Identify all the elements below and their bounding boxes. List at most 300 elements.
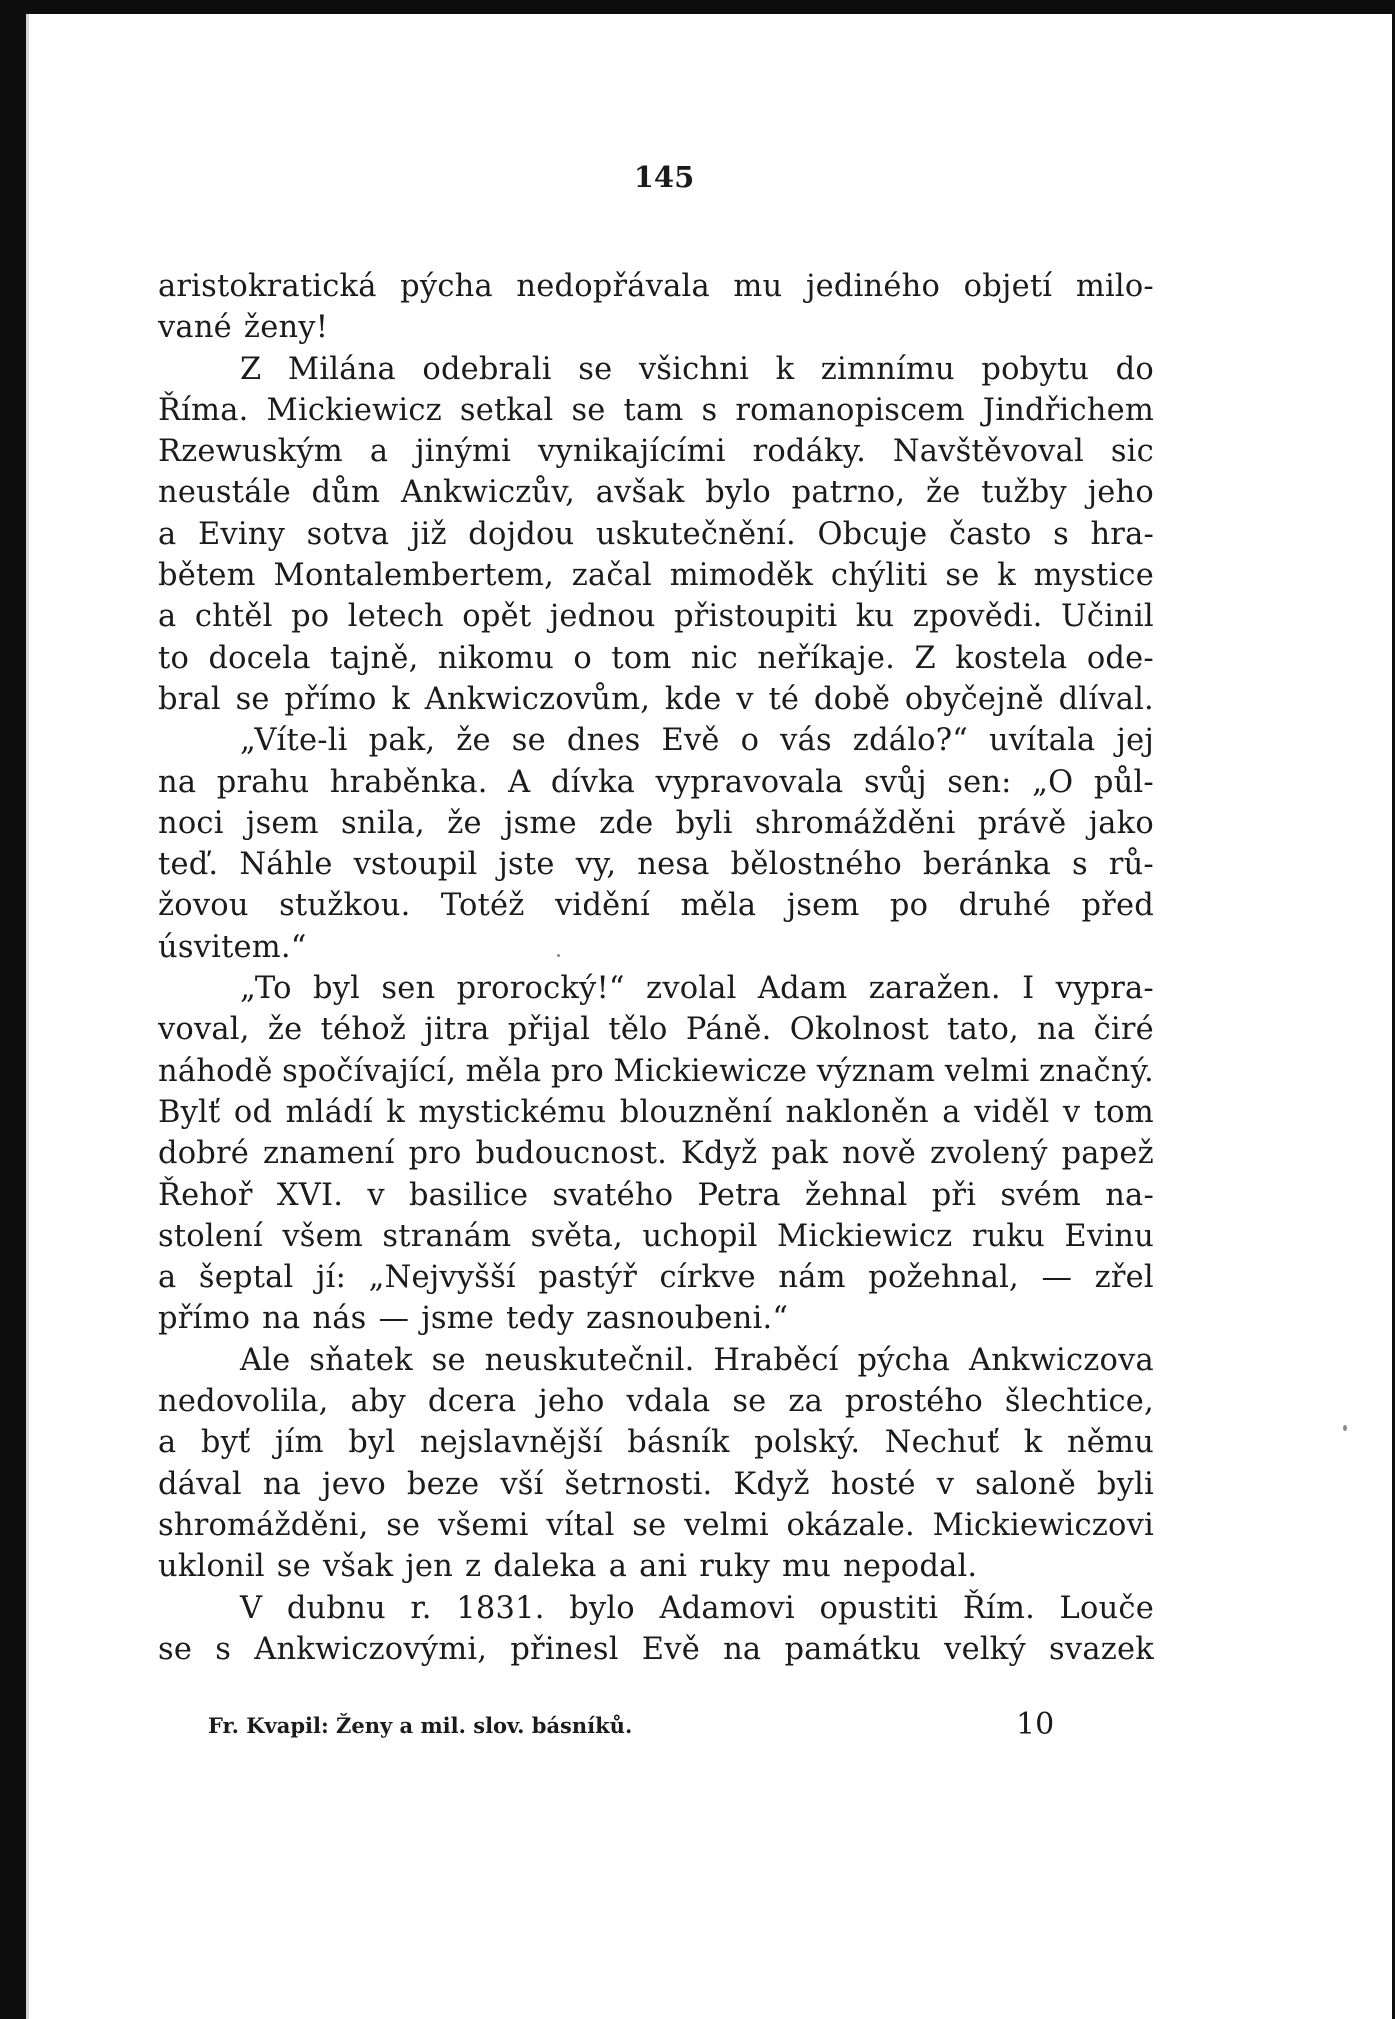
word: úsvitem.“	[158, 929, 307, 965]
text-line	[158, 1216, 1154, 1257]
word: se	[431, 1342, 466, 1378]
word: Řím.	[962, 1590, 1035, 1626]
word: pýcha	[857, 1342, 951, 1378]
word: uchopil	[642, 1218, 758, 1254]
scan-border-left	[0, 0, 26, 2019]
word: se	[235, 681, 270, 717]
word: shromážděni,	[158, 1507, 369, 1543]
word: byli	[1096, 1466, 1154, 1502]
word: k	[391, 681, 410, 717]
word: náhodě	[158, 1053, 273, 1089]
word: dům	[311, 475, 381, 511]
signature-mark: 10	[1016, 1707, 1055, 1742]
text-line	[158, 266, 1154, 307]
word: pro	[550, 1053, 604, 1089]
word: uvítala	[989, 723, 1096, 759]
word: však	[322, 1549, 394, 1585]
word: o	[573, 640, 592, 676]
word: němu	[1066, 1425, 1154, 1461]
word: a	[158, 599, 177, 635]
word: čiré	[1093, 1012, 1154, 1048]
word: na	[262, 1301, 301, 1337]
word: obyčejně	[904, 681, 1044, 717]
word: tužby	[981, 475, 1067, 511]
word: odebrali	[422, 351, 552, 387]
word: sotva	[306, 516, 390, 552]
word: bral	[158, 681, 221, 717]
word: bylo	[569, 1590, 635, 1626]
word: basilice	[408, 1177, 529, 1213]
text-line	[158, 1546, 1154, 1587]
word: na-	[1105, 1177, 1154, 1213]
word: vidění	[554, 888, 651, 924]
word: Mickiewicze	[613, 1053, 808, 1089]
text-line	[158, 638, 1154, 679]
word: vdala	[626, 1384, 711, 1420]
word: zde	[599, 805, 654, 841]
word: „O	[1032, 764, 1074, 800]
word: beze	[406, 1466, 480, 1502]
word: chtěl	[194, 599, 273, 635]
word: měla	[680, 888, 757, 924]
word: Páně.	[685, 1012, 772, 1048]
word: objetí	[963, 269, 1053, 304]
word: a	[158, 1260, 177, 1296]
word: Hraběcí	[713, 1342, 839, 1378]
word: že	[456, 723, 491, 759]
text-line	[158, 885, 1154, 926]
word: přistoupiti	[674, 599, 838, 635]
word: sen:	[947, 764, 1012, 800]
word: vás	[780, 723, 832, 759]
word: sic	[1110, 434, 1154, 470]
word: tedy	[506, 1301, 574, 1337]
word: 1831.	[456, 1590, 545, 1626]
word: budoucnost.	[475, 1136, 668, 1172]
word: nic	[690, 640, 738, 676]
word: památku	[784, 1631, 922, 1667]
word: že	[447, 805, 482, 841]
text-line	[158, 927, 1154, 968]
word: dcera	[427, 1384, 517, 1420]
word: se	[511, 723, 546, 759]
word: Milána	[287, 351, 396, 387]
word: za	[788, 1384, 823, 1420]
word: jsme	[503, 805, 577, 841]
word: vynikajícími	[538, 434, 726, 470]
word: význam	[816, 1053, 936, 1089]
word: pastýř	[538, 1260, 638, 1296]
word: jevo	[322, 1466, 386, 1502]
footer-source-line: Fr. Kvapil: Ženy a mil. slov. básníků.	[208, 1713, 633, 1738]
word: vítal	[546, 1507, 615, 1543]
text-line	[158, 349, 1154, 390]
word: Rzewuským	[158, 434, 343, 470]
text-line	[158, 679, 1154, 720]
word: světa,	[530, 1218, 623, 1254]
word: kde	[664, 681, 722, 717]
word: přímo	[158, 1301, 251, 1337]
text-line	[158, 1298, 1154, 1339]
word: aristokratická	[158, 269, 377, 304]
word: v	[367, 1177, 385, 1213]
word: jediného	[805, 269, 941, 304]
word: se	[571, 392, 606, 428]
word: tato,	[947, 1012, 1019, 1048]
word: r.	[410, 1590, 432, 1626]
word: Z	[240, 351, 262, 387]
word: prahu	[216, 764, 310, 800]
word: na	[158, 764, 197, 800]
word: Ankwiczův,	[400, 475, 576, 511]
word: básník	[627, 1425, 730, 1461]
word: Nechuť	[884, 1425, 1000, 1461]
word: bětem	[158, 558, 256, 594]
word: nedopřávala	[516, 269, 710, 304]
word: po	[291, 599, 330, 635]
word: dubnu	[286, 1590, 386, 1626]
word: půl-	[1093, 764, 1154, 800]
word: bělostného	[730, 847, 902, 883]
word: teď.	[158, 847, 219, 883]
word: šetrnosti.	[564, 1466, 713, 1502]
word: nakloněn	[785, 1094, 929, 1130]
word: Z	[914, 640, 936, 676]
word: o	[740, 723, 760, 759]
word: snila,	[341, 805, 425, 841]
word: době	[813, 681, 891, 717]
word: avšak	[595, 475, 685, 511]
word: Mickiewicz	[777, 1218, 953, 1254]
word: k	[775, 351, 795, 387]
word: vy,	[575, 847, 617, 883]
word: V	[240, 1590, 263, 1626]
word: ode-	[1086, 640, 1154, 676]
word: jsme	[421, 1301, 495, 1337]
word: noci	[158, 805, 224, 841]
word: rodáky.	[752, 434, 866, 470]
word: téhož	[320, 1012, 407, 1048]
paper-speck	[1343, 1425, 1347, 1431]
word: polský.	[754, 1425, 861, 1461]
word: byť	[200, 1425, 251, 1461]
word: všem	[282, 1218, 363, 1254]
word: se	[732, 1384, 767, 1420]
word: a	[158, 516, 177, 552]
word: jen	[405, 1549, 454, 1585]
word: se	[386, 1507, 421, 1543]
word: chýliti	[830, 558, 928, 594]
word: tom	[1093, 1094, 1154, 1130]
book-page	[158, 160, 1154, 1670]
word: ženy!	[243, 310, 329, 346]
text-line	[158, 1092, 1154, 1133]
word: zdálo?“	[852, 723, 969, 759]
word: od	[233, 1094, 273, 1130]
text-line	[158, 1464, 1154, 1505]
word: velmi	[944, 1053, 1030, 1089]
word: jeho	[1087, 475, 1154, 511]
word: XVI.	[276, 1177, 344, 1213]
text-line	[158, 307, 1154, 348]
word: daleka	[493, 1549, 597, 1585]
word: vypra-	[1055, 971, 1154, 1007]
word: Evě	[641, 1631, 700, 1667]
word: přímo	[284, 681, 377, 717]
word: blouznění	[619, 1094, 773, 1130]
word: dívka	[550, 764, 636, 800]
word: na	[723, 1631, 762, 1667]
word: „Nejvyšší	[368, 1260, 516, 1296]
word: ruku	[971, 1218, 1045, 1254]
word: to	[158, 640, 190, 676]
word: stranám	[382, 1218, 512, 1254]
word: se	[158, 1631, 193, 1667]
word: zimnímu	[820, 351, 955, 387]
word: letech	[347, 599, 444, 635]
word: hraběnka.	[329, 764, 488, 800]
word: pak	[771, 1136, 829, 1172]
text-line	[158, 472, 1154, 513]
word: hosté	[830, 1466, 916, 1502]
word: dlíval.	[1058, 681, 1154, 717]
word: Evě	[661, 723, 720, 759]
word: jsem	[786, 888, 860, 924]
word: Mickiewiczovi	[932, 1507, 1154, 1543]
word: prorocký!“	[456, 971, 625, 1007]
word: setkal	[459, 392, 554, 428]
word: neustále	[158, 475, 291, 511]
word: „Víte-li	[240, 723, 348, 759]
body-text	[158, 266, 1154, 1670]
word: dnes	[566, 723, 641, 759]
word: jsem	[245, 805, 319, 841]
word: jinými	[415, 434, 512, 470]
word: druhé	[958, 888, 1052, 924]
word: nově	[841, 1136, 917, 1172]
scan-border-left-shadow	[26, 14, 29, 2019]
word: všichni	[638, 351, 750, 387]
word: Bylť	[158, 1094, 221, 1130]
text-line	[158, 1175, 1154, 1216]
word: svazek	[1049, 1631, 1154, 1667]
word: zpovědi.	[912, 599, 1043, 635]
word: jitra	[424, 1012, 490, 1048]
word: nikomu	[437, 640, 554, 676]
word: v	[736, 681, 754, 717]
word: Louče	[1059, 1590, 1154, 1626]
word: pro	[408, 1136, 462, 1172]
word: Montalembertem,	[273, 558, 554, 594]
word: a	[942, 1094, 961, 1130]
word: Ankwiczovými,	[254, 1631, 488, 1667]
word: Říma.	[158, 392, 249, 428]
word: té	[768, 681, 800, 717]
word: velmi	[684, 1507, 769, 1543]
word: ani	[639, 1549, 688, 1585]
text-line	[158, 1340, 1154, 1381]
word: Učinil	[1060, 599, 1154, 635]
word: vší	[500, 1466, 544, 1502]
word: nám	[778, 1260, 846, 1296]
word: jeho	[538, 1384, 605, 1420]
word: nesa	[637, 847, 710, 883]
word: s	[1071, 847, 1088, 883]
text-line	[158, 762, 1154, 803]
word: k	[386, 1094, 405, 1130]
word: uklonil	[158, 1549, 265, 1585]
word: před	[1081, 888, 1154, 924]
word: saloně	[975, 1466, 1076, 1502]
word: svůj	[863, 764, 927, 800]
word: mystice	[1033, 558, 1154, 594]
word: Ale	[240, 1342, 291, 1378]
word: romanopiscem	[735, 392, 965, 428]
word: „To	[240, 971, 292, 1007]
word: byl	[312, 971, 361, 1007]
word: zvolal	[646, 971, 737, 1007]
text-line	[158, 555, 1154, 596]
text-line	[158, 720, 1154, 761]
word: ku	[855, 599, 895, 635]
word: hra-	[1090, 516, 1154, 552]
word: jej	[1116, 723, 1154, 759]
word: Totéž	[440, 888, 525, 924]
word: právě	[977, 805, 1067, 841]
word: pak,	[368, 723, 436, 759]
word: po	[889, 888, 929, 924]
word: —	[1041, 1260, 1073, 1296]
word: značný.	[1039, 1053, 1154, 1089]
word: milo-	[1075, 269, 1154, 304]
word: k	[997, 558, 1016, 594]
word: tom	[611, 640, 672, 676]
word: Navštěvoval	[892, 434, 1084, 470]
word: opustiti	[819, 1590, 939, 1626]
word: dojdou	[468, 516, 575, 552]
word: a	[158, 1425, 177, 1461]
word: svém	[1000, 1177, 1082, 1213]
word: neříkaje.	[757, 640, 896, 676]
word: svatého	[552, 1177, 674, 1213]
word: pýcha	[400, 269, 493, 304]
word: začal	[571, 558, 652, 594]
word: nás	[312, 1301, 367, 1337]
word: měla	[465, 1053, 542, 1089]
word: se	[276, 1549, 311, 1585]
page-number: 145	[633, 160, 695, 194]
text-line	[158, 596, 1154, 637]
word: při	[931, 1177, 977, 1213]
word: docela	[208, 640, 311, 676]
text-line	[158, 968, 1154, 1009]
word: žovou	[158, 888, 249, 924]
word: jste	[498, 847, 555, 883]
word: s	[701, 392, 718, 428]
scan-border-top	[0, 0, 1395, 14]
word: Evinu	[1064, 1218, 1154, 1254]
word: k	[1023, 1425, 1043, 1461]
word: se	[945, 558, 980, 594]
word: Když	[733, 1466, 810, 1502]
word: mystickému	[418, 1094, 607, 1130]
word: Řehoř	[158, 1177, 253, 1213]
word: dobré	[158, 1136, 250, 1172]
word: Obcuje	[817, 516, 928, 552]
word: nejslavnější	[419, 1425, 603, 1461]
word: stolení	[158, 1218, 263, 1254]
word: byl	[348, 1425, 396, 1461]
text-line	[158, 1505, 1154, 1546]
word: voval,	[158, 1012, 250, 1048]
word: a	[608, 1549, 628, 1585]
word: rů-	[1108, 847, 1154, 883]
word: se	[632, 1507, 667, 1543]
text-line	[158, 514, 1154, 555]
text-line	[158, 1051, 1154, 1092]
word: žehnal	[804, 1177, 908, 1213]
word: šlechtice,	[1004, 1384, 1154, 1420]
word: Petra	[697, 1177, 781, 1213]
word: Ankwiczovům,	[424, 681, 651, 717]
word: jí:	[315, 1260, 347, 1296]
word: Mickiewicz	[266, 392, 442, 428]
word: stužkou.	[279, 888, 411, 924]
word: tělo	[608, 1012, 668, 1048]
word: znamení	[262, 1136, 395, 1172]
word: požehnal,	[868, 1260, 1019, 1296]
word: jako	[1088, 805, 1154, 841]
word: Náhle	[239, 847, 333, 883]
word: na	[1037, 1012, 1076, 1048]
word: kostela	[955, 640, 1068, 676]
word: okázale.	[786, 1507, 915, 1543]
word: zřel	[1094, 1260, 1154, 1296]
word: shromážděni	[754, 805, 956, 841]
word: zaražen.	[868, 971, 1001, 1007]
word: Okolnost	[789, 1012, 929, 1048]
word: neuskutečnil.	[484, 1342, 695, 1378]
word: nedovolila,	[158, 1384, 329, 1420]
word: bylo	[705, 475, 771, 511]
word: Ankwiczova	[968, 1342, 1154, 1378]
text-line	[158, 1133, 1154, 1174]
word: Eviny	[197, 516, 286, 552]
word: v	[1062, 1094, 1081, 1130]
word: církve	[659, 1260, 756, 1296]
word: A	[508, 764, 531, 800]
word: vstoupil	[353, 847, 478, 883]
word: beránka	[922, 847, 1051, 883]
text-line	[158, 1009, 1154, 1050]
word: ruky	[699, 1549, 771, 1585]
word: prostého	[844, 1384, 983, 1420]
word: do	[1115, 351, 1154, 387]
word: tam	[623, 392, 684, 428]
word: všemi	[438, 1507, 529, 1543]
text-line	[158, 1422, 1154, 1463]
word: přijal	[507, 1012, 591, 1048]
word: v	[936, 1466, 955, 1502]
word: Když	[680, 1136, 758, 1172]
word: Jindřichem	[982, 392, 1154, 428]
word: mládí	[285, 1094, 373, 1130]
word: vané	[158, 310, 232, 346]
word: jednou	[549, 599, 656, 635]
word: mimoděk	[669, 558, 814, 594]
word: —	[378, 1301, 410, 1337]
word: opět	[462, 599, 532, 635]
